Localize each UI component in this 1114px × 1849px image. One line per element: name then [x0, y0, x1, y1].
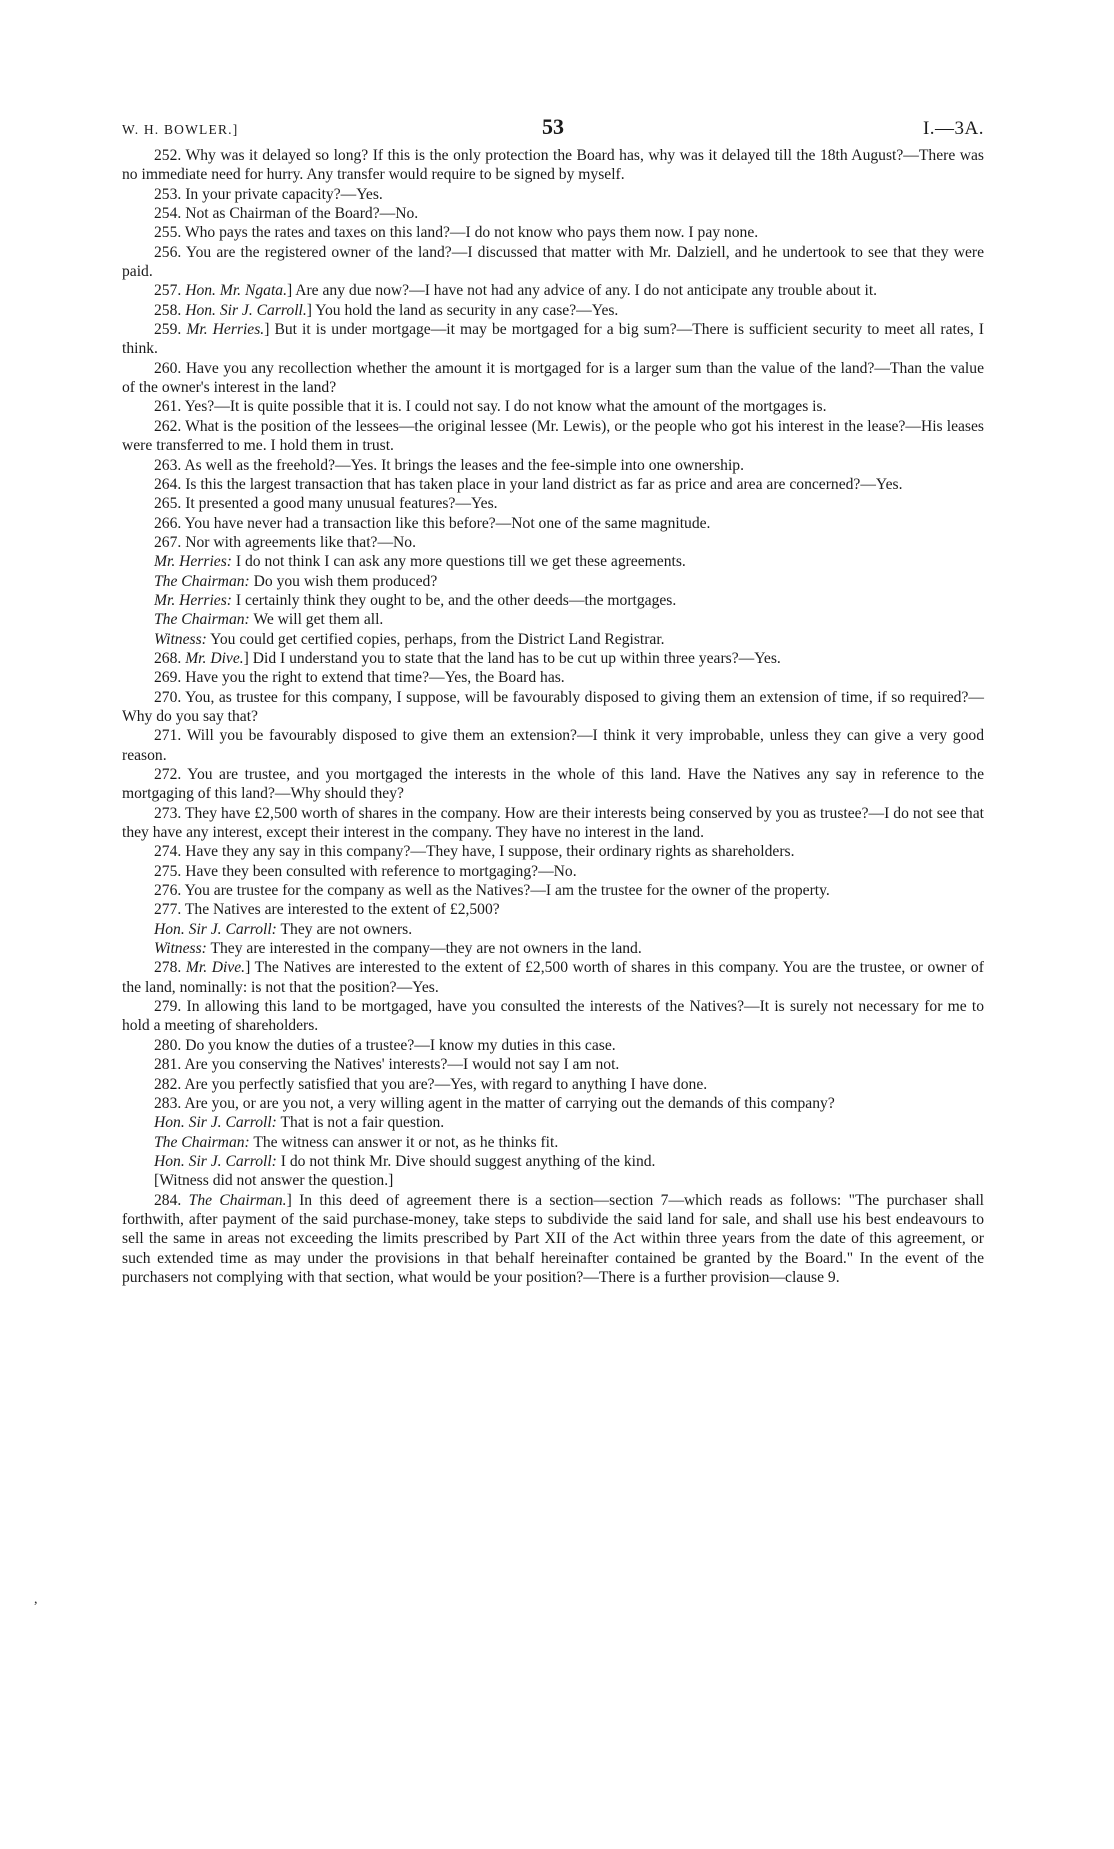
paragraph-text: 281. Are you conserving the Natives' interests?—I would not say I am not. — [154, 1056, 620, 1074]
paragraph-text: That is not a fair question. — [276, 1114, 445, 1132]
paragraph-text: 260. Have you any recollection whether the amount it is mortgaged for is a larger sum than the value of the land?—Than the value of the owner's interest in the land? — [122, 359, 984, 397]
paragraph-text: 262. What is the position of the lessees—the original lessee (Mr. Lewis), or the people who got his interest in the lease?—His leases were transferred to me. I hold them in trust. — [122, 417, 984, 455]
page-number: 53 — [542, 114, 564, 139]
speaker-name: Mr. Dive. — [185, 959, 246, 977]
testimony-paragraph — [122, 572, 984, 591]
testimony-paragraph — [122, 281, 984, 300]
paragraph-text: The witness can answer it or not, as he thinks fit. — [249, 1133, 559, 1151]
paragraph-text: 270. You, as trustee for this company, I suppose, will be favourably disposed to giving them an extension of time, if so required?—Why do you say that? — [122, 688, 984, 725]
paragraph-text: ] But it is under mortgage—it may be mortgaged for a big sum?—There is sufficient security to meet all rates, I think. — [122, 321, 984, 358]
testimony-paragraph — [122, 842, 984, 861]
paragraph-text: ] Did I understand you to state that the land has to be cut up within three years?—Yes. — [243, 649, 781, 667]
paragraph-text: 258. — [154, 301, 186, 319]
paragraph-text: 278. — [154, 959, 186, 977]
testimony-paragraph — [122, 359, 984, 398]
testimony-paragraph — [122, 765, 984, 804]
paragraph-text: 253. In your private capacity?—Yes. — [154, 185, 383, 203]
testimony-paragraph — [122, 997, 984, 1036]
testimony-paragraph — [122, 552, 984, 571]
testimony-paragraph — [122, 1113, 984, 1132]
paragraph-text: You could get certified copies, perhaps, from the District Land Registrar. — [206, 630, 665, 648]
testimony-paragraph — [122, 514, 984, 533]
paragraph-text: Do you wish them produced? — [249, 572, 438, 590]
testimony-paragraph — [122, 301, 984, 320]
page-header — [122, 108, 984, 142]
paragraph-text: 257. — [154, 282, 186, 300]
testimony-paragraph — [122, 591, 984, 610]
speaker-name: Hon. Sir J. Carroll: — [154, 1152, 277, 1170]
header-witness-name: W. H. BOWLER.] — [122, 122, 239, 137]
testimony-paragraph — [122, 688, 984, 727]
testimony-paragraph — [122, 320, 984, 359]
paragraph-text: 254. Not as Chairman of the Board?—No. — [154, 205, 419, 223]
paragraph-text: I do not think I can ask any more questions till we get these agreements. — [231, 553, 686, 571]
testimony-paragraph — [122, 726, 984, 765]
paragraph-text: ] You hold the land as security in any case?—Yes. — [306, 301, 619, 319]
testimony-paragraph — [122, 920, 984, 939]
paragraph-text: They are interested in the company—they are not owners in the land. — [206, 940, 642, 958]
paragraph-text: ] The Natives are interested to the extent of £2,500 worth of shares in this company. You are the trustee, or owner of the land, nominally: is not that the position?—Yes. — [122, 959, 985, 996]
paragraph-text: 280. Do you know the duties of a trustee?—I know my duties in this case. — [154, 1036, 616, 1054]
paragraph-text: 282. Are you perfectly satisfied that you are?—Yes, with regard to anything I have done. — [154, 1075, 708, 1093]
paragraph-text: 264. Is this the largest transaction that has taken place in your land district as far as price and area are concerned?—Yes. — [154, 475, 903, 493]
paragraph-text: I certainly think they ought to be, and the other deeds—the mortgages. — [231, 591, 677, 609]
testimony-paragraph — [122, 146, 984, 185]
paragraph-text: [Witness did not answer the question.] — [154, 1172, 394, 1190]
speaker-name: The Chairman: — [154, 611, 250, 629]
paragraph-text: 272. You are trustee, and you mortgaged the interests in the whole of this land. Have the Natives any say in reference to the mortgaging of this land?—Why should they? — [122, 766, 984, 803]
speaker-name: Witness: — [154, 630, 207, 648]
speaker-name: The Chairman: — [154, 1133, 250, 1151]
speaker-name: Mr. Dive. — [185, 649, 244, 667]
speaker-name: Hon. Sir J. Carroll: — [154, 1114, 277, 1132]
testimony-paragraph — [122, 649, 984, 668]
speaker-name: Hon. Sir J. Carroll: — [154, 920, 277, 938]
testimony-paragraph — [122, 900, 984, 919]
speaker-name: The Chairman. — [188, 1191, 287, 1209]
paragraph-text: 263. As well as the freehold?—Yes. It brings the leases and the fee-simple into one ownership. — [154, 456, 744, 474]
margin-mark: , — [34, 1592, 38, 1607]
paragraph-text: They are not owners. — [276, 920, 413, 938]
paragraph-text: ] In this deed of agreement there is a section—section 7—which reads as follows: "The purchaser shall forthwith, after payment of the said purchase-money, take steps to subdivide the said land for sale, and shall use his best endeavours to sell the same in areas not exceeding the limits prescribed by Part XII of the Act within three years from the date of this agreement, or such extended time as may under the provisions in that behalf hereinafter contained be granted by the Board." In the event of the purchasers not complying with that section, what would be your position?—There is a further provision—clause 9. — [122, 1191, 984, 1286]
testimony-paragraph — [122, 475, 984, 494]
testimony-body — [122, 146, 984, 1287]
paragraph-text: 276. You are trustee for the company as well as the Natives?—I am the trustee for the owner of the property. — [154, 882, 830, 900]
testimony-paragraph — [122, 881, 984, 900]
speaker-name: Mr. Herries. — [186, 321, 265, 339]
speaker-name: Hon. Sir J. Carroll. — [185, 301, 307, 319]
paragraph-text: 265. It presented a good many unusual features?—Yes. — [154, 495, 498, 513]
paragraph-text: 279. In allowing this land to be mortgaged, have you consulted the interests of the Natives?—It is surely not necessary for me to hold a meeting of shareholders. — [122, 998, 984, 1035]
testimony-paragraph — [122, 668, 984, 687]
testimony-paragraph — [122, 862, 984, 881]
testimony-paragraph — [122, 610, 984, 629]
paragraph-text: 274. Have they any say in this company?—They have, I suppose, their ordinary rights as shareholders. — [154, 843, 795, 861]
speaker-name: Mr. Herries: — [154, 591, 232, 609]
testimony-paragraph — [122, 1191, 984, 1288]
speaker-name: The Chairman: — [154, 572, 250, 590]
testimony-paragraph — [122, 243, 984, 282]
testimony-paragraph — [122, 1133, 984, 1152]
paragraph-text: 267. Nor with agreements like that?—No. — [154, 533, 416, 551]
paragraph-text: 273. They have £2,500 worth of shares in the company. How are their interests being conserved by you as trustee?—I do not see that they have any interest, except their interest in the company. They have no interest in the land. — [122, 804, 984, 842]
testimony-paragraph — [122, 494, 984, 513]
testimony-paragraph — [122, 533, 984, 552]
testimony-paragraph — [122, 958, 984, 997]
paragraph-text: 261. Yes?—It is quite possible that it is. I could not say. I do not know what the amount of the mortgages is. — [154, 398, 827, 416]
paragraph-text: 277. The Natives are interested to the extent of £2,500? — [154, 901, 500, 919]
document-page — [122, 108, 984, 1287]
paragraph-text: 284. — [154, 1191, 189, 1209]
testimony-paragraph — [122, 630, 984, 649]
speaker-name: Mr. Herries: — [154, 553, 232, 571]
testimony-paragraph — [122, 456, 984, 475]
testimony-paragraph — [122, 223, 984, 242]
paragraph-text: I do not think Mr. Dive should suggest anything of the kind. — [276, 1152, 656, 1170]
paragraph-text: 269. Have you the right to extend that time?—Yes, the Board has. — [154, 669, 565, 687]
testimony-paragraph — [122, 397, 984, 416]
paragraph-text: 256. You are the registered owner of the land?—I discussed that matter with Mr. Dalziell, and he undertook to see that they were paid. — [122, 243, 984, 281]
paragraph-text: 275. Have they been consulted with reference to mortgaging?—No. — [154, 862, 577, 880]
paragraph-text: 259. — [154, 321, 187, 339]
speaker-name: Hon. Mr. Ngata. — [185, 282, 287, 300]
testimony-paragraph — [122, 204, 984, 223]
speaker-name: Witness: — [154, 940, 207, 958]
testimony-paragraph — [122, 1055, 984, 1074]
testimony-paragraph — [122, 417, 984, 456]
paragraph-text: 268. — [154, 649, 186, 667]
testimony-paragraph — [122, 1036, 984, 1055]
testimony-paragraph — [122, 804, 984, 843]
paragraph-text: 271. Will you be favourably disposed to give them an extension?—I think it very improbable, unless they can give a very good reason. — [122, 727, 984, 764]
paragraph-text: We will get them all. — [249, 611, 384, 629]
paragraph-text: 266. You have never had a transaction like this before?—Not one of the same magnitude. — [154, 514, 711, 532]
testimony-paragraph — [122, 1171, 984, 1190]
paragraph-text: 255. Who pays the rates and taxes on this land?—I do not know who pays them now. I pay none. — [154, 224, 759, 242]
header-paper-reference: I.—3A. — [922, 118, 984, 139]
testimony-paragraph — [122, 185, 984, 204]
paragraph-text: 283. Are you, or are you not, a very willing agent in the matter of carrying out the demands of this company? — [154, 1094, 835, 1112]
paragraph-text: ] Are any due now?—I have not had any advice of any. I do not anticipate any trouble about it. — [287, 282, 878, 300]
testimony-paragraph — [122, 1094, 984, 1113]
paragraph-text: 252. Why was it delayed so long? If this is the only protection the Board has, why was it delayed till the 18th August?—There was no immediate need for hurry. Any transfer would require to be signed by myself. — [122, 147, 984, 184]
testimony-paragraph — [122, 1075, 984, 1094]
testimony-paragraph — [122, 939, 984, 958]
testimony-paragraph — [122, 1152, 984, 1171]
